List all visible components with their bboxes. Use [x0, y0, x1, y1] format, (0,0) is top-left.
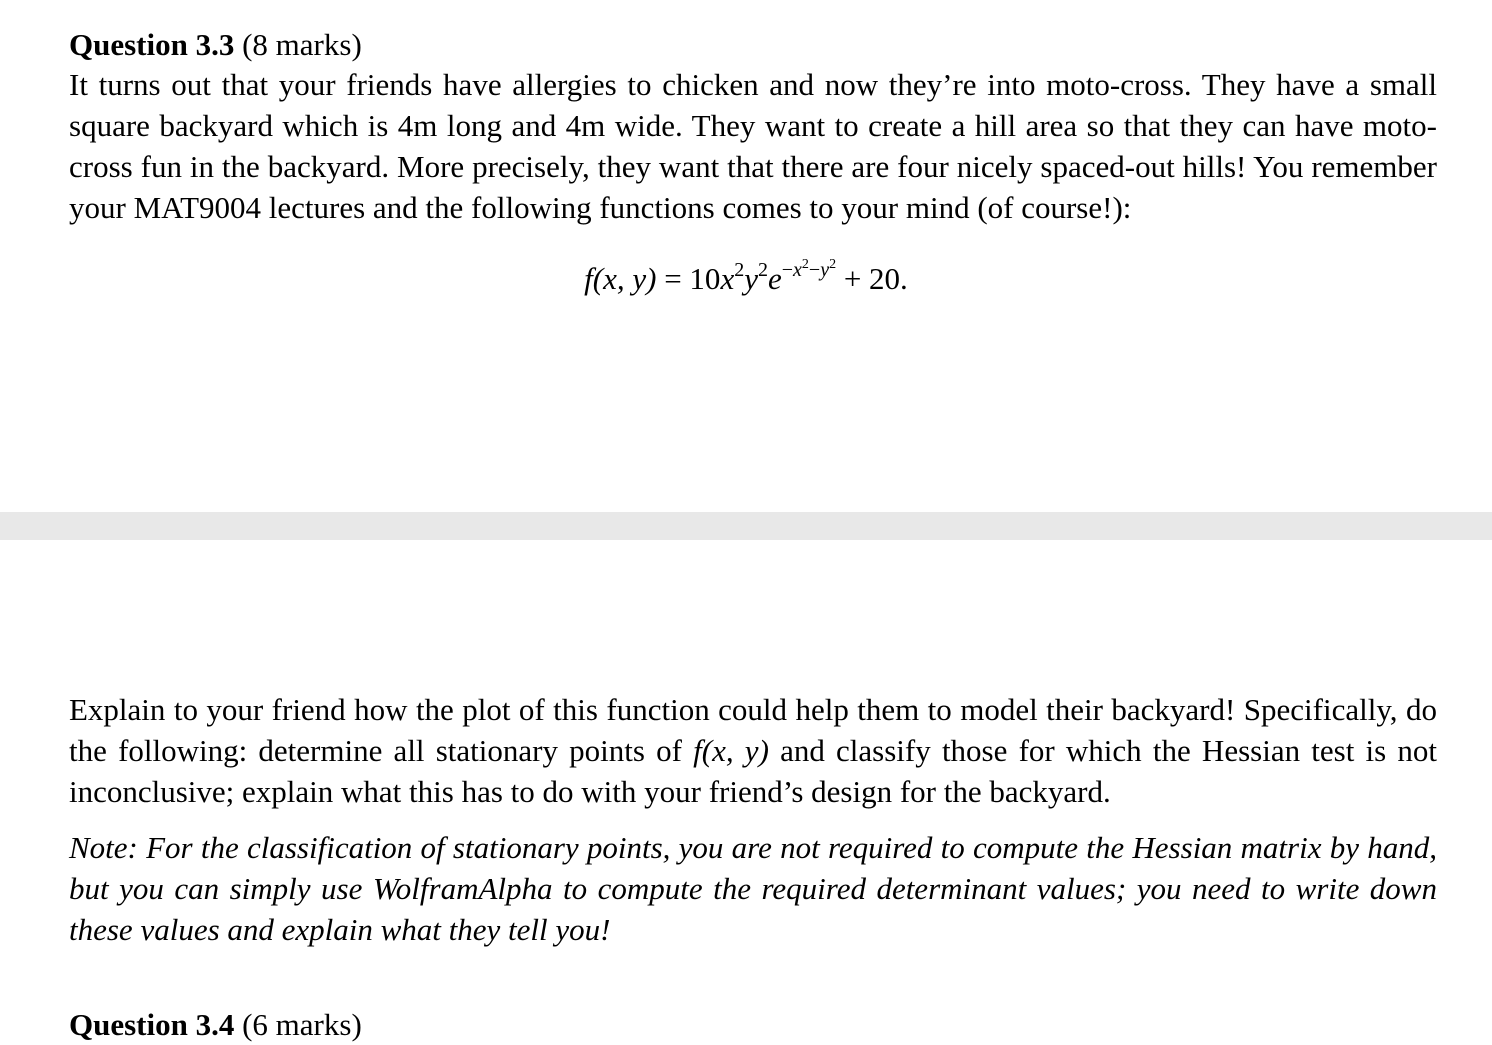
question-title: Question 3.3 — [69, 27, 235, 62]
formula-y-power: 2 — [757, 259, 768, 281]
formula-e: e — [767, 261, 782, 296]
question-marks: (8 marks) — [242, 27, 362, 62]
formula-lhs: f(x, y) — [584, 261, 657, 296]
question-note: Note: For the classification of stationary points, you are not required to compute the Hessian matrix by hand, but you can simply use WolframAlpha to compute the required determinant values; you need to write down these values and explain what they tell you! — [69, 830, 1437, 947]
formula-eq: = 10 — [656, 261, 721, 296]
formula-y: y — [744, 261, 758, 296]
exp-x: x — [793, 259, 802, 281]
task-text-1: Explain to your friend how the plot of this function could help them to model their backyard! Specifically, do the following: determine all stationary points of — [69, 692, 1437, 768]
exp-y: y — [820, 259, 830, 281]
question-intro: It turns out that your friends have allergies to chicken and now they’re into moto-cross. They have a small square backyard which is 4m long and 4m wide. They want to create a hill area so that they can have moto-cross fun in the backyard. More precisely, they want that there are four nicely spaced-out hills! You remember your MAT9004 lectures and the following functions comes to your mind (of course!): — [69, 67, 1437, 225]
task-text-2: and classify those for which the Hessian test is not inconclusive; explain what this has to do with your friend’s design for the backyard. — [69, 733, 1437, 809]
question-heading — [69, 24, 1437, 65]
answer-divider-band — [0, 512, 1492, 540]
next-question-marks: (6 marks) — [242, 1007, 362, 1042]
question-task — [69, 689, 1437, 812]
formula-tail: + 20. — [836, 261, 908, 296]
exp-minus: − — [781, 259, 794, 281]
next-question-title: Question 3.4 — [69, 1007, 235, 1042]
formula-x-power: 2 — [734, 259, 745, 281]
formula-x: x — [720, 261, 735, 296]
exp-x-power: 2 — [801, 257, 809, 272]
task-function: f(x, y) — [693, 733, 769, 768]
exp-y-power: 2 — [829, 257, 837, 272]
next-question-heading — [69, 1004, 1437, 1045]
exp-minus-2: − — [808, 259, 821, 281]
function-formula — [0, 254, 1492, 304]
formula-exponent — [782, 259, 836, 281]
